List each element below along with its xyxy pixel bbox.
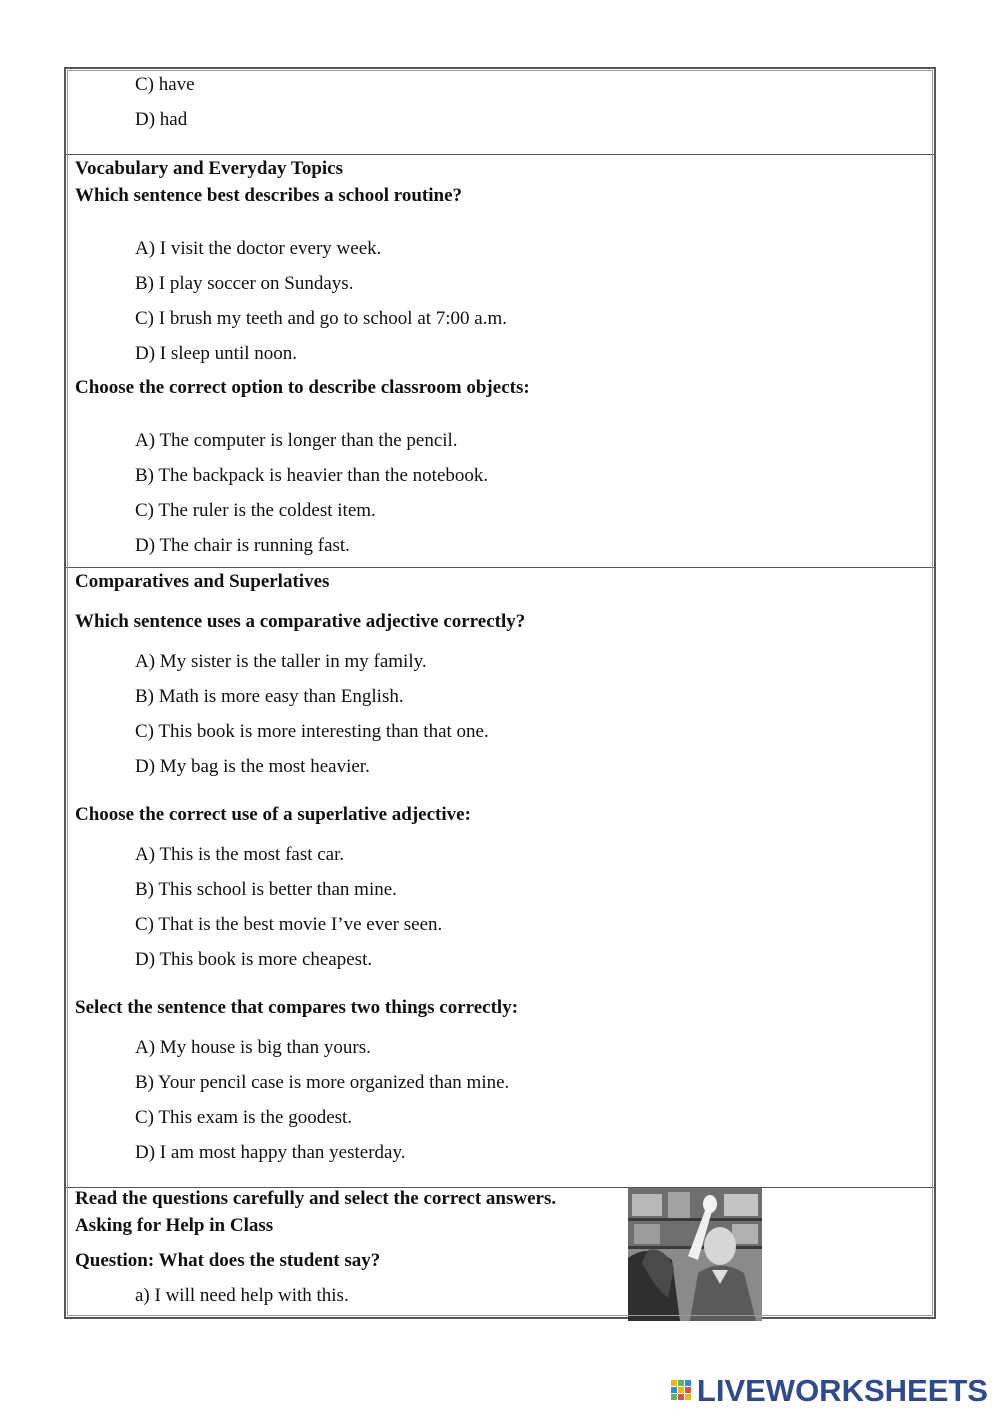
liveworksheets-logo[interactable]	[670, 1374, 988, 1408]
option-a[interactable]: A) This is the most fast car.	[135, 844, 345, 865]
instruction-text: Read the questions carefully and select the correct answers.	[75, 1188, 557, 1209]
option-a[interactable]: A) The computer is longer than the pencil.	[135, 430, 458, 451]
option-d[interactable]: D) This book is more cheapest.	[135, 949, 373, 970]
option-c[interactable]: C) have	[135, 74, 195, 95]
question-text: Choose the correct option to describe classroom objects:	[75, 377, 530, 398]
liveworksheets-logo-icon	[670, 1378, 694, 1404]
section-title: Comparatives and Superlatives	[75, 571, 330, 592]
option-b[interactable]: B) Your pencil case is more organized than mine.	[135, 1072, 510, 1093]
section-title: Asking for Help in Class	[75, 1215, 274, 1236]
option-c[interactable]: C) I brush my teeth and go to school at 7:00 a.m.	[135, 308, 508, 329]
option-d[interactable]: D) The chair is running fast.	[135, 535, 350, 556]
option-a[interactable]: A) My house is big than yours.	[135, 1037, 371, 1058]
worksheet-frame	[64, 67, 936, 1319]
option-b[interactable]: B) The backpack is heavier than the notebook.	[135, 465, 489, 486]
question-text: Which sentence best describes a school routine?	[75, 185, 463, 206]
question-text: Choose the correct use of a superlative adjective:	[75, 804, 471, 825]
option-b[interactable]: B) I play soccer on Sundays.	[135, 273, 354, 294]
option-d[interactable]: D) I sleep until noon.	[135, 343, 298, 364]
option-d[interactable]: D) I am most happy than yesterday.	[135, 1142, 406, 1163]
option-a[interactable]: a) I will need help with this.	[135, 1285, 349, 1306]
option-c[interactable]: C) The ruler is the coldest item.	[135, 500, 376, 521]
logo-text: LIVEWORKSHEETS	[696, 1373, 988, 1408]
section-title: Vocabulary and Everyday Topics	[75, 158, 344, 179]
option-a[interactable]: A) I visit the doctor every week.	[135, 238, 382, 259]
question-text: Select the sentence that compares two things correctly:	[75, 997, 519, 1018]
option-c[interactable]: C) This book is more interesting than that one.	[135, 721, 489, 742]
option-b[interactable]: B) This school is better than mine.	[135, 879, 397, 900]
option-a[interactable]: A) My sister is the taller in my family.	[135, 651, 427, 672]
option-b[interactable]: B) Math is more easy than English.	[135, 686, 404, 707]
section-asking-help	[66, 1188, 934, 1319]
question-text: Which sentence uses a comparative adjective correctly?	[75, 611, 526, 632]
section-vocabulary	[66, 155, 934, 568]
section-options-continued	[66, 69, 934, 155]
option-c[interactable]: C) This exam is the goodest.	[135, 1107, 353, 1128]
option-d[interactable]: D) had	[135, 109, 188, 130]
classroom-photo-icon	[628, 1188, 762, 1321]
section-comparatives	[66, 568, 934, 1188]
question-text: Question: What does the student say?	[75, 1250, 381, 1271]
option-c[interactable]: C) That is the best movie I’ve ever seen.	[135, 914, 443, 935]
option-d[interactable]: D) My bag is the most heavier.	[135, 756, 370, 777]
